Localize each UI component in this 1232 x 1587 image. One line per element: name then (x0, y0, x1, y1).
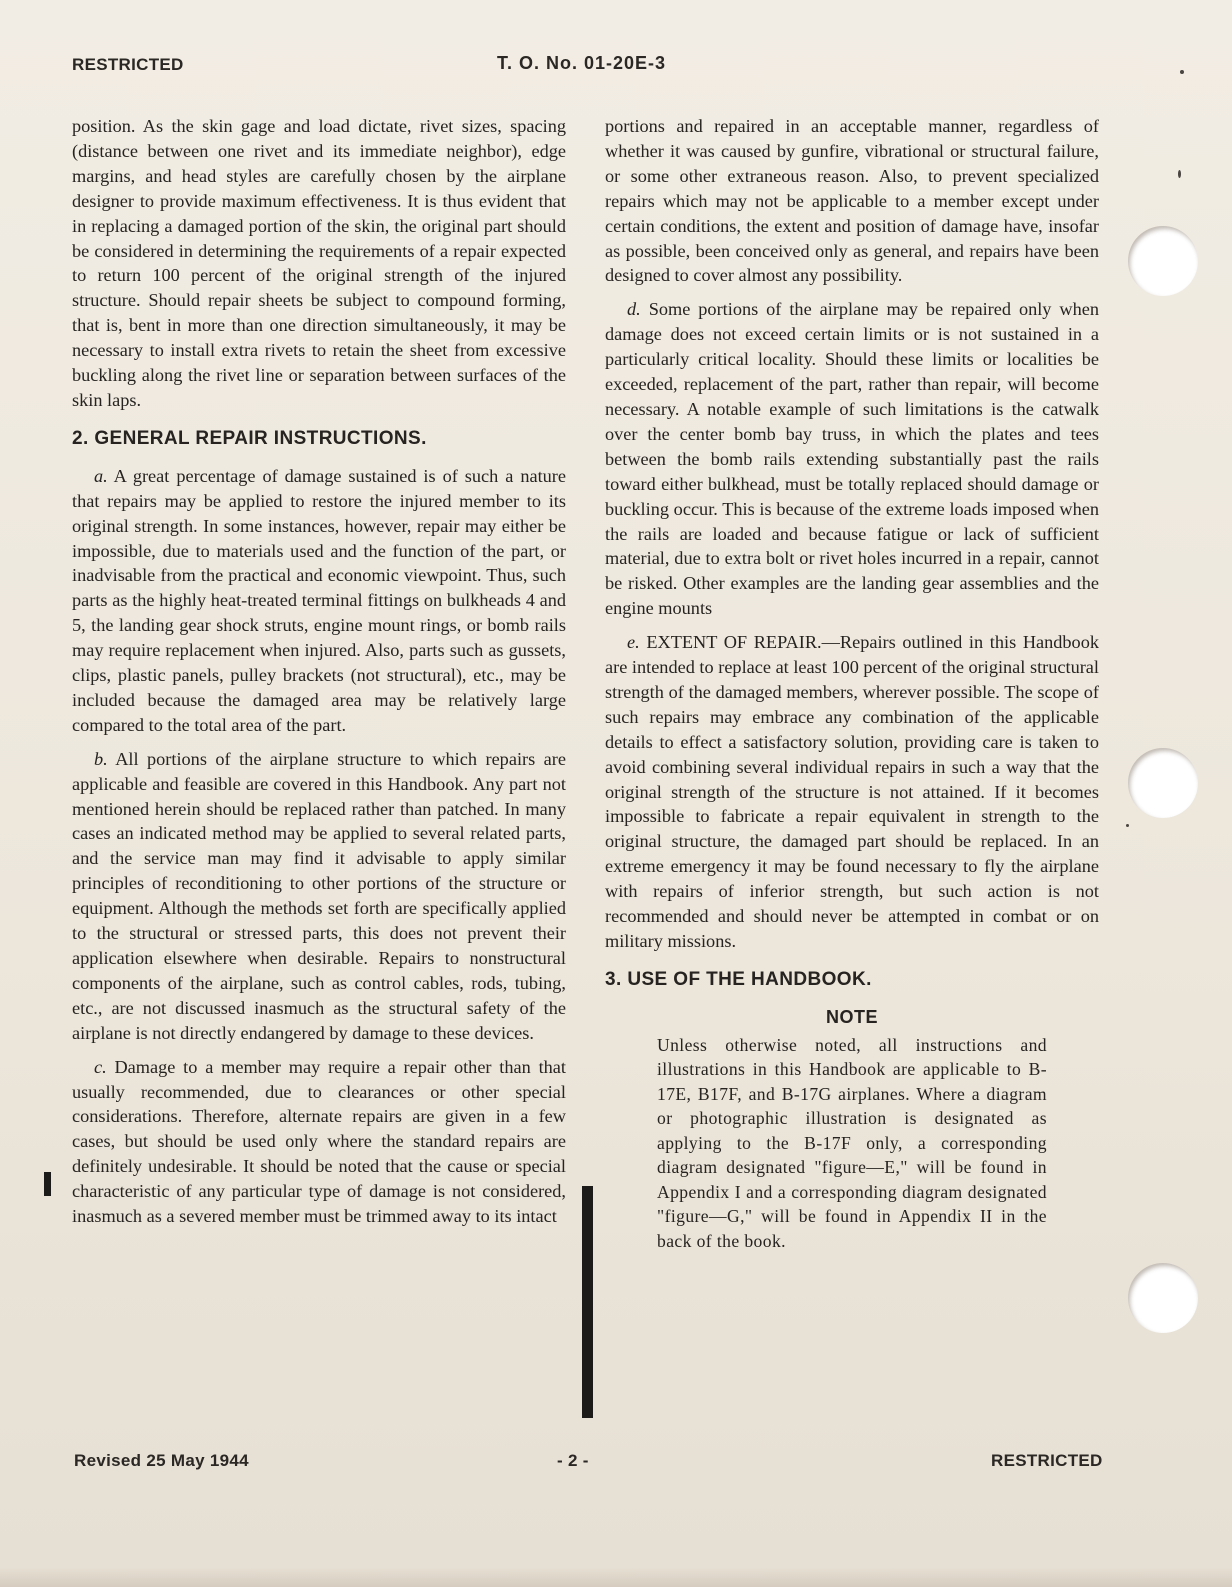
header-document-number: T. O. No. 01-20E-3 (497, 53, 667, 73)
section-2-heading: 2. GENERAL REPAIR INSTRUCTIONS. (72, 427, 427, 449)
punch-hole-middle (1128, 748, 1198, 818)
punch-hole-bottom (1128, 1263, 1198, 1333)
intro-paragraph: position. As the skin gage and load dictate, rivet sizes, spacing (distance between one rivet and its immediate neighbor), edge margins, and head styles are carefully chosen by the airplane designer to provide maximum effectiveness. It is thus evident that in replacing a damaged portion of the skin, the original part should be considered in determining the requirements of a repair expected to return 100 percent of the original strength of the injured structure. Should repair sheets be subject to compound forming, that is, bent in more than one direction simultaneously, it may be necessary to install extra rivets to retain the sheet from excessive buckling along the rivet line or separation between surfaces of the skin laps. (72, 116, 566, 410)
paper-speck (1180, 70, 1184, 74)
paragraph-a-letter: a. (94, 465, 108, 486)
punch-hole-top (1128, 226, 1198, 296)
paragraph-d (605, 297, 1099, 621)
paragraph-b-text: All portions of the airplane structure to which repairs are applicable and feasible are covered in this Handbook. Any part not mentioned herein should be replaced rather than patched. In many cases an indicated method may be applied to several related parts, and the service man may find it advisable to apply similar principles of reconditioning to other portions of the structure or equipment. Although the methods set forth are specifically applied to the structural or stressed parts, this does not prevent their application elsewhere when desirable. Repairs to nonstructural components of the airplane, such as control cables, rods, tubing, etc., are not discussed inasmuch as the structural safety of the airplane is not directly endangered by damage to these devices. (72, 748, 567, 1043)
paragraph-d-letter: d. (627, 299, 641, 320)
note-title: NOTE (825, 1006, 878, 1027)
footer-revision-date: Revised 25 May 1944 (74, 1451, 249, 1470)
footer-page-number: - 2 - (557, 1451, 589, 1470)
revision-bar-left (44, 1172, 51, 1196)
paper-speck (1126, 824, 1129, 827)
header-classification: RESTRICTED (72, 55, 184, 74)
paragraph-b-letter: b. (94, 748, 108, 769)
paragraph-a-text: A great percentage of damage sustained is of such a nature that repairs may be applied to restore the injured member to its original strength. In some instances, however, repair may either be impossible, due to materials used and the function of the part, or inadvisable from the practical and economic viewpoint. Thus, such parts as the highly heat-treated terminal fittings on bulkheads 4 and 5, the landing gear shock struts, engine mount rings, or bomb rails may require replacement when injured. Also, parts such as gussets, clips, plastic panels, pulley brackets (not structural), etc., may be included because the damaged area may be relatively large compared to the total area of the part. (72, 465, 566, 735)
paragraph-a (72, 464, 566, 738)
paragraph-b (72, 747, 566, 1046)
paragraph-e-text: EXTENT OF REPAIR.—Repairs outlined in this Handbook are intended to replace at least 100 percent of the original structural strength of the damaged members, wherever possible. The scope of such repairs may embrace any combination of the applicable details to effect a satisfactory solution, providing care is taken to avoid combining several individual repairs in such a way that the original strength of the structure is not attained. If it becomes impossible to fabricate a repair equivalent in strength to the original structure, the damaged part should be replaced. In an extreme emergency it may be found necessary to fly the airplane with repairs of inferior strength, but such action is not recommended and should never be attempted in combat or on military missions. (605, 632, 1099, 951)
paragraph-c (72, 1055, 566, 1229)
paragraph-e-letter: e. (627, 632, 640, 653)
left-column (72, 114, 566, 1238)
paper-speck (1178, 170, 1181, 178)
section-3-heading: 3. USE OF THE HANDBOOK. (605, 968, 872, 990)
footer-classification: RESTRICTED (991, 1451, 1103, 1470)
right-column (605, 114, 1099, 1253)
paragraph-c-letter: c. (94, 1056, 107, 1077)
continuation-paragraph: portions and repaired in an acceptable manner, regardless of whether it was caused by gunfire, vibrational or structural failure, or some other extraneous reason. Also, to prevent specialized repairs which may not be applicable to a member except under certain conditions, the extent and position of damage have, insofar as possible, been conceived only as general, and repairs have been designed to cover almost any possibility. (605, 116, 1099, 286)
paragraph-c-text: Damage to a member may require a repair other than that usually recommended, due to clearances or other special considerations. Therefore, alternate repairs are given in a few cases, but should be used only where the standard repairs are definitely undesirable. It should be noted that the cause or special characteristic of any particular type of damage is not considered, inasmuch as a severed member must be trimmed away to its intact (72, 1056, 566, 1227)
paragraph-e (605, 630, 1099, 954)
note-body: Unless otherwise noted, all instructions and illustrations in this Handbook are applicable to B-17E, B17F, and B-17G airplanes. Where a diagram or photographic illustration is designated as applying to the B-17F only, a corresponding diagram designated "figure—E," will be found in Appendix I and a corresponding diagram designated "figure—G," will be found in Appendix II in the back of the book. (657, 1034, 1047, 1251)
paragraph-d-text: Some portions of the airplane may be repaired only when damage does not exceed certain limits or is not sustained in a particularly critical locality. Should these limits or localities be exceeded, replacement of the part, rather than repair, will become necessary. A notable example of such limitations is the catwalk over the center bomb bay truss, in which the plates and tees between the bomb rails extending substantially past the rails toward either bulkhead, must be totally replaced should damage or buckling occur. This is because of the extreme loads imposed when the rails are loaded and because fatigue or lack of sufficient material, due to extra bolt or rivet holes incurred in a repair, cannot be risked. Other examples are the landing gear assemblies and the engine mounts (605, 299, 1099, 619)
page-edge-shading (0, 1567, 1232, 1587)
revision-bar-right (582, 1186, 593, 1418)
